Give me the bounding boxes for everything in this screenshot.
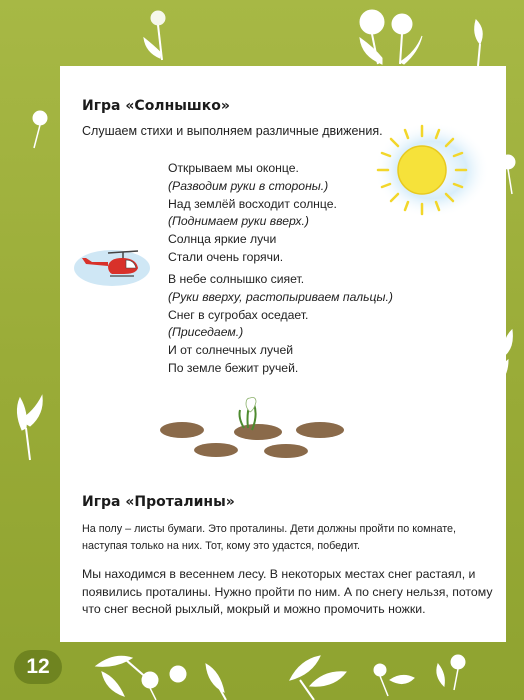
poem-line: Над землёй восходит солнце. bbox=[168, 196, 337, 211]
dandelion-icon bbox=[290, 656, 346, 700]
game-story: Мы находимся в весеннем лесу. В некоторых местах снег растаял, и появились проталины. Нужно пройти по ним. А по снегу нельзя, потому что снег весной рыхлый, мокрый и можно промочить ножки. bbox=[82, 567, 493, 617]
game-title-thawed-patches: Игра «Проталины» bbox=[82, 494, 235, 510]
poem-line: По земле бежит ручей. bbox=[168, 360, 299, 375]
poem-action-line: (Поднимаем руки вверх.) bbox=[168, 214, 309, 229]
game-title-sun: Игра «Солнышко» bbox=[82, 98, 230, 114]
poem-line: Солнца яркие лучи bbox=[168, 232, 277, 247]
dandelion-icon bbox=[475, 20, 483, 66]
sun-icon bbox=[372, 120, 492, 220]
game-intro: Слушаем стихи и выполняем различные движения. bbox=[82, 124, 383, 138]
dandelion-icon bbox=[206, 664, 226, 700]
poem-action-line: (Руки вверху, растопыриваем пальцы.) bbox=[168, 289, 393, 304]
poem-action-line: (Приседаем.) bbox=[168, 325, 244, 340]
poem-line: Снег в сугробах оседает. bbox=[168, 307, 309, 322]
poem-line: Открываем мы оконце. bbox=[168, 161, 299, 175]
dandelion-icon bbox=[17, 396, 42, 460]
game-rules: На полу – листы бумаги. Это проталины. Дети должны пройти по комнате, наступая только на них. Тот, кому это удастся, победит. bbox=[82, 523, 457, 552]
dandelion-icon bbox=[33, 111, 47, 148]
poem-stanza-1 bbox=[168, 160, 337, 267]
poem-line: В небе солнышко сияет. bbox=[168, 272, 305, 286]
dandelion-icon bbox=[360, 10, 422, 64]
page-number: 12 bbox=[14, 650, 62, 684]
dandelion-icon bbox=[144, 11, 165, 60]
dandelion-icon bbox=[142, 666, 186, 700]
poem-line: И от солнечных лучей bbox=[168, 343, 294, 358]
thawed-patches-with-snowdrop bbox=[160, 394, 360, 464]
dandelion-icon bbox=[437, 655, 465, 690]
poem-line: Стали очень горячи. bbox=[168, 249, 284, 264]
poem-stanza-2 bbox=[168, 271, 393, 378]
dandelion-icon bbox=[374, 664, 414, 696]
poem-action-line: (Разводим руки в стороны.) bbox=[168, 178, 329, 193]
helicopter-icon bbox=[72, 244, 152, 288]
